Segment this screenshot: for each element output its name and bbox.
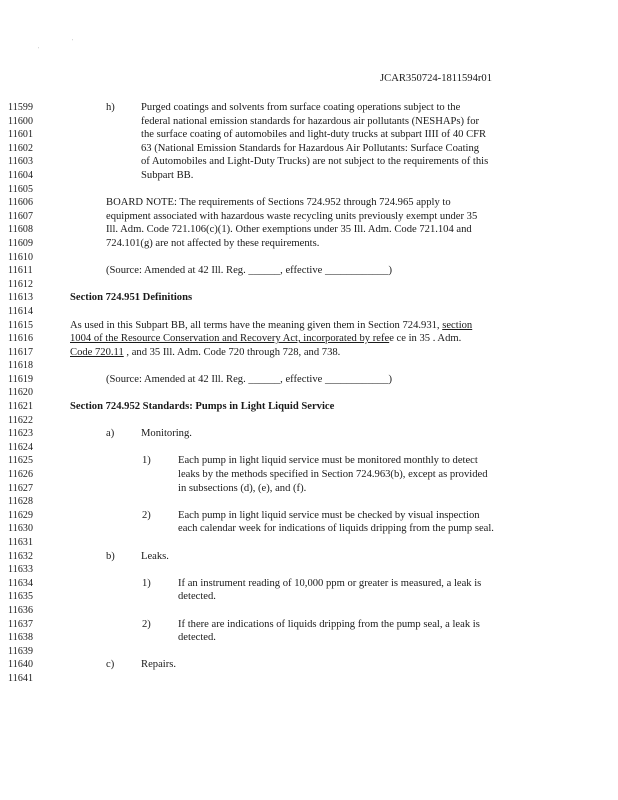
line-text: Repairs. — [141, 659, 177, 671]
line-11638 — [0, 631, 618, 645]
line-number: 11625 — [8, 455, 34, 467]
document-id-header: JCAR350724-1811594r01 — [380, 73, 493, 84]
line-number: 11631 — [8, 537, 34, 548]
line-number: 11613 — [8, 292, 34, 304]
line-number: 11605 — [8, 183, 34, 195]
line-text — [70, 332, 461, 346]
line-11627 — [0, 482, 618, 496]
line-text: Purged coatings and solvents from surface coating operations subject to the — [141, 102, 461, 113]
section-heading: Section 724.951 Definitions — [70, 292, 193, 304]
line-text: Monitoring. — [141, 428, 192, 440]
line-number: 11602 — [8, 142, 34, 154]
line-11601 — [0, 128, 618, 142]
line-text: detected. — [178, 591, 216, 603]
scan-mark: ' — [72, 39, 74, 45]
line-text: Subpart BB. — [141, 169, 194, 181]
line-number: 11629 — [8, 509, 34, 521]
line-number: 11628 — [8, 496, 34, 508]
line-11639 — [0, 645, 618, 659]
line-number: 11611 — [8, 265, 33, 277]
line-text: equipment associated with hazardous waste recycling units previously exempt under 35 — [106, 210, 478, 222]
line-11630 — [0, 522, 618, 536]
line-11625 — [0, 454, 618, 468]
line-11619 — [0, 373, 618, 387]
text-run: , and 35 Ill. Adm. Code 720 through 728, and 738. — [123, 346, 341, 358]
line-text: 63 (National Emission Standards for Hazardous Air Pollutants: Surface Coating — [141, 142, 480, 154]
line-11600 — [0, 115, 618, 129]
line-11611 — [0, 264, 618, 278]
line-11612 — [0, 278, 618, 292]
line-number: 11620 — [8, 387, 34, 399]
line-number: 11627 — [8, 482, 34, 494]
subsection-label: a) — [106, 428, 115, 440]
line-11637 — [0, 618, 618, 632]
subsection-label: 2) — [142, 509, 151, 521]
line-text: federal national emission standards for hazardous air pollutants (NESHAPs) for — [141, 115, 480, 127]
line-11626 — [0, 468, 618, 482]
line-text: each calendar week for indications of liquids dripping from the pump seal. — [178, 523, 494, 535]
line-11606 — [0, 196, 618, 210]
line-text: BOARD NOTE: The requirements of Sections 724.952 through 724.965 apply to — [106, 197, 451, 209]
line-number: 11617 — [8, 346, 34, 358]
line-number: 11609 — [8, 237, 34, 249]
line-11633 — [0, 563, 618, 577]
line-11623 — [0, 427, 618, 441]
line-number: 11640 — [8, 659, 34, 671]
line-number: 11612 — [8, 278, 34, 290]
line-11609 — [0, 237, 618, 251]
line-11608 — [0, 223, 618, 237]
line-text — [70, 319, 472, 333]
line-11632 — [0, 550, 618, 564]
line-11618 — [0, 359, 618, 373]
line-number: 11621 — [8, 401, 34, 413]
line-text: the surface coating of automobiles and light-duty trucks at subpart IIII of 40 CFR — [141, 129, 487, 141]
line-number: 11615 — [8, 319, 34, 331]
line-11603 — [0, 155, 618, 169]
subsection-label: 1) — [142, 577, 151, 589]
line-number: 11626 — [8, 469, 34, 481]
line-text: (Source: Amended at 42 Ill. Reg. ______, effective ____________) — [106, 373, 393, 385]
line-number: 11603 — [8, 156, 34, 168]
line-11613 — [0, 291, 618, 305]
line-11628 — [0, 495, 618, 509]
line-11604 — [0, 169, 618, 183]
line-11624 — [0, 441, 618, 455]
line-11636 — [0, 604, 618, 618]
line-11631 — [0, 536, 618, 550]
line-number: 11634 — [8, 577, 34, 589]
line-number: 11616 — [8, 333, 34, 345]
line-text: leaks by the methods specified in Section 724.963(b), except as provided — [178, 469, 488, 481]
line-text: Ill. Adm. Code 721.106(c)(1). Other exemptions under 35 Ill. Adm. Code 721.104 and — [106, 224, 472, 236]
line-number: 11623 — [8, 428, 34, 440]
line-number: 11639 — [8, 645, 34, 657]
subsection-label: 1) — [142, 455, 151, 467]
subsection-label: h) — [106, 102, 115, 113]
line-11617 — [0, 346, 618, 360]
line-11602 — [0, 142, 618, 156]
scan-mark: ' — [38, 47, 40, 53]
line-number: 11637 — [8, 618, 34, 630]
text-run: As used in this Subpart BB, all terms have the meaning given them in Section 724.931, — [70, 319, 443, 331]
line-number: 11633 — [8, 564, 34, 576]
line-11614 — [0, 305, 618, 319]
inserted-text: section — [442, 319, 473, 331]
line-text: Each pump in light liquid service must be monitored monthly to detect — [178, 455, 478, 467]
line-11607 — [0, 210, 618, 224]
line-text: Each pump in light liquid service must be checked by visual inspection — [178, 509, 480, 521]
line-11635 — [0, 590, 618, 604]
line-11622 — [0, 414, 618, 428]
line-text: (Source: Amended at 42 Ill. Reg. ______, effective ____________) — [106, 265, 393, 277]
line-number: 11632 — [8, 550, 34, 562]
line-text: If there are indications of liquids dripping from the pump seal, a leak is — [178, 618, 480, 630]
line-text: in subsections (d), (e), and (f). — [178, 482, 307, 494]
line-11620 — [0, 386, 618, 400]
line-number: 11619 — [8, 373, 34, 385]
inserted-text: 1004 of the Resource Conservation and Recovery Act, incorporated by refe — [70, 333, 390, 345]
line-11629 — [0, 509, 618, 523]
line-number: 11614 — [8, 305, 34, 317]
line-number: 11600 — [8, 115, 34, 127]
line-number: 11638 — [8, 632, 34, 644]
line-text: detected. — [178, 632, 216, 644]
line-number: 11606 — [8, 197, 34, 209]
text-run: e ce in 35 . Adm. — [389, 333, 462, 345]
line-text: Leaks. — [141, 550, 169, 562]
line-number: 11601 — [8, 129, 34, 141]
line-11605 — [0, 183, 618, 197]
line-text: of Automobiles and Light-Duty Trucks) are not subject to the requirements of this — [141, 156, 489, 168]
line-11610 — [0, 251, 618, 265]
line-11641 — [0, 672, 618, 686]
line-11615 — [0, 319, 618, 333]
section-heading: Section 724.952 Standards: Pumps in Light Liquid Service — [70, 401, 335, 413]
line-text: If an instrument reading of 10,000 ppm or greater is measured, a leak is — [178, 577, 482, 589]
line-11621 — [0, 400, 618, 414]
line-number: 11624 — [8, 441, 34, 453]
line-11616 — [0, 332, 618, 346]
subsection-label: b) — [106, 550, 115, 562]
line-text — [70, 346, 340, 360]
line-number: 11636 — [8, 604, 34, 616]
line-11599 — [0, 101, 618, 115]
line-number: 11630 — [8, 523, 34, 535]
line-number: 11618 — [8, 360, 34, 372]
line-text: 724.101(g) are not affected by these requirements. — [106, 237, 320, 249]
line-number: 11599 — [8, 102, 34, 113]
subsection-label: c) — [106, 659, 115, 671]
line-number: 11610 — [8, 251, 34, 263]
line-number: 11641 — [8, 672, 34, 684]
line-number: 11604 — [8, 169, 34, 181]
line-number: 11608 — [8, 224, 34, 236]
subsection-label: 2) — [142, 618, 151, 630]
line-11640 — [0, 658, 618, 672]
line-number: 11622 — [8, 414, 34, 426]
numbered-lines — [0, 101, 618, 686]
line-11634 — [0, 577, 618, 591]
inserted-text: Code 720.11 — [70, 346, 124, 358]
line-number: 11607 — [8, 210, 34, 222]
line-number: 11635 — [8, 591, 34, 603]
